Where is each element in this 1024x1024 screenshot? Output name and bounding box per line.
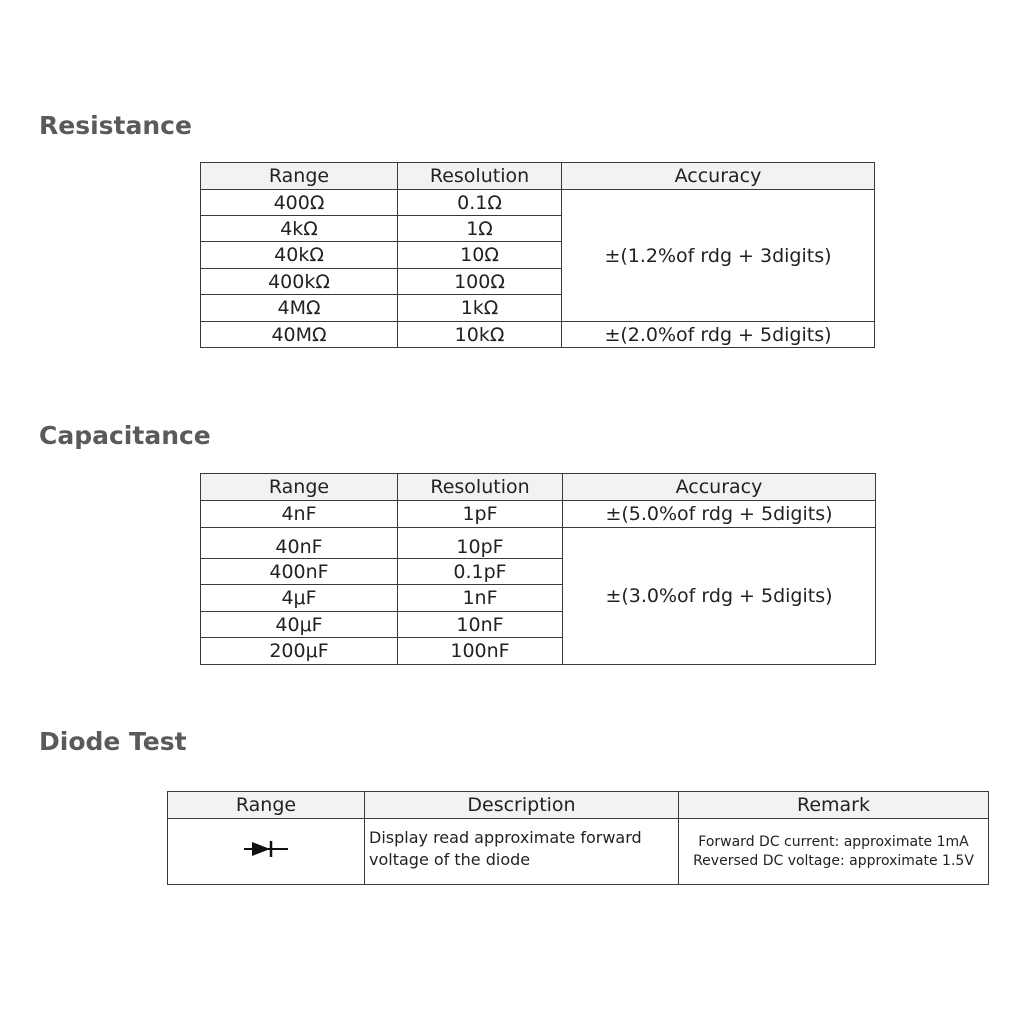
capacitance-title: Capacitance bbox=[39, 421, 211, 450]
table-row bbox=[201, 528, 876, 559]
range-cell: 40nF bbox=[201, 528, 398, 559]
range-cell: 40kΩ bbox=[201, 242, 398, 269]
range-cell: 4MΩ bbox=[201, 295, 398, 322]
resolution-cell: 1kΩ bbox=[398, 295, 562, 322]
remark-line: Reversed DC voltage: approximate 1.5V bbox=[693, 852, 974, 869]
header-description: Description bbox=[365, 792, 679, 819]
capacitance-table bbox=[200, 473, 876, 665]
table-row bbox=[201, 190, 875, 216]
accuracy-cell: ±(5.0%of rdg + 5digits) bbox=[563, 501, 876, 528]
header-accuracy: Accuracy bbox=[562, 163, 875, 190]
range-cell: 200μF bbox=[201, 638, 398, 665]
table-header-row bbox=[168, 792, 989, 819]
resolution-cell: 10Ω bbox=[398, 242, 562, 269]
range-cell: 40μF bbox=[201, 612, 398, 638]
accuracy-cell: ±(2.0%of rdg + 5digits) bbox=[562, 322, 875, 348]
diode-test-title: Diode Test bbox=[39, 727, 187, 756]
resolution-cell: 1pF bbox=[398, 501, 563, 528]
description-line: voltage of the diode bbox=[369, 850, 531, 869]
table-header-row bbox=[201, 474, 876, 501]
resolution-cell: 10nF bbox=[398, 612, 563, 638]
header-range: Range bbox=[168, 792, 365, 819]
resolution-cell: 10pF bbox=[398, 528, 563, 559]
remark-cell bbox=[679, 819, 989, 885]
diode-symbol-icon bbox=[242, 839, 290, 859]
accuracy-cell: ±(3.0%of rdg + 5digits) bbox=[563, 528, 876, 665]
header-remark: Remark bbox=[679, 792, 989, 819]
table-row bbox=[168, 819, 989, 885]
resolution-cell: 0.1pF bbox=[398, 559, 563, 585]
range-cell: 4nF bbox=[201, 501, 398, 528]
resistance-table bbox=[200, 162, 875, 348]
range-cell: 4μF bbox=[201, 585, 398, 612]
range-cell: 400Ω bbox=[201, 190, 398, 216]
description-cell bbox=[365, 819, 679, 885]
header-accuracy: Accuracy bbox=[563, 474, 876, 501]
resolution-cell: 1Ω bbox=[398, 216, 562, 242]
range-cell: 4kΩ bbox=[201, 216, 398, 242]
range-cell: 400nF bbox=[201, 559, 398, 585]
resolution-cell: 100nF bbox=[398, 638, 563, 665]
header-resolution: Resolution bbox=[398, 163, 562, 190]
resolution-cell: 10kΩ bbox=[398, 322, 562, 348]
resolution-cell: 1nF bbox=[398, 585, 563, 612]
range-cell bbox=[168, 819, 365, 885]
resolution-cell: 0.1Ω bbox=[398, 190, 562, 216]
remark-line: Forward DC current: approximate 1mA bbox=[698, 833, 969, 850]
accuracy-cell: ±(1.2%of rdg + 3digits) bbox=[562, 190, 875, 322]
table-header-row bbox=[201, 163, 875, 190]
range-cell: 40MΩ bbox=[201, 322, 398, 348]
description-line: Display read approximate forward bbox=[369, 828, 642, 847]
table-row bbox=[201, 501, 876, 528]
resistance-title: Resistance bbox=[39, 111, 192, 140]
diode-test-table bbox=[167, 791, 989, 885]
resolution-cell: 100Ω bbox=[398, 269, 562, 295]
table-row bbox=[201, 322, 875, 348]
header-resolution: Resolution bbox=[398, 474, 563, 501]
range-cell: 400kΩ bbox=[201, 269, 398, 295]
header-range: Range bbox=[201, 163, 398, 190]
header-range: Range bbox=[201, 474, 398, 501]
